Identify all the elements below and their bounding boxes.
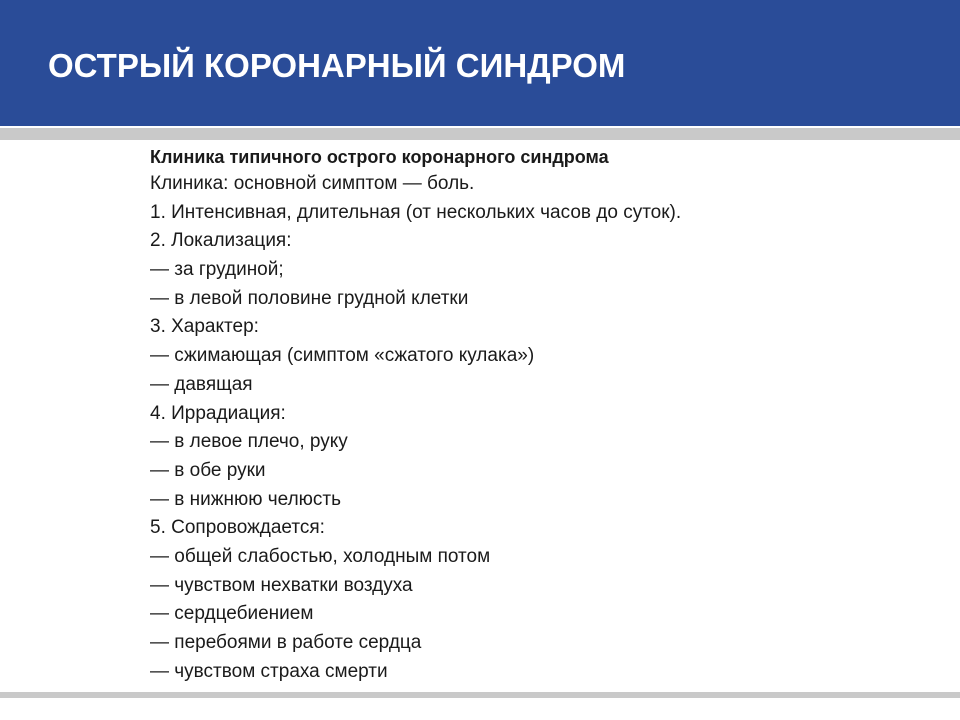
- list-item: — сжимающая (симптом «сжатого кулака»): [150, 345, 535, 367]
- list-item: — чувством страха смерти: [150, 660, 388, 682]
- title-bar: [0, 0, 960, 126]
- list-item: — за грудиной;: [150, 259, 284, 281]
- bottom-divider: [0, 692, 960, 698]
- list-item: — в левой половине грудной клетки: [150, 287, 469, 309]
- list-item: — перебоями в работе сердца: [150, 632, 422, 653]
- list-item: — в обе руки: [150, 459, 266, 481]
- content-heading: Клиника типичного острого коронарного синдрома: [150, 147, 609, 167]
- list-item: 2. Локализация:: [150, 230, 292, 252]
- content-block: [150, 144, 930, 686]
- list-item: 1. Интенсивная, длительная (от нескольких часов до суток).: [150, 201, 682, 223]
- list-item: Клиника: основной симптом — боль.: [150, 173, 475, 194]
- list-item: 4. Иррадиация:: [150, 402, 286, 424]
- symptom-list: [150, 170, 930, 686]
- top-divider: [0, 128, 960, 140]
- list-item: — в левое плечо, руку: [150, 431, 348, 453]
- list-item: 3. Характер:: [150, 316, 259, 338]
- list-item: — сердцебиением: [150, 603, 314, 625]
- list-item: — чувством нехватки воздуха: [150, 574, 413, 596]
- page-title: ОСТРЫЙ КОРОНАРНЫЙ СИНДРОМ: [48, 47, 626, 84]
- list-item: 5. Сопровождается:: [150, 517, 325, 539]
- list-item: — в нижнюю челюсть: [150, 488, 342, 510]
- list-item: — общей слабостью, холодным потом: [150, 545, 491, 567]
- list-item: — давящая: [150, 373, 253, 395]
